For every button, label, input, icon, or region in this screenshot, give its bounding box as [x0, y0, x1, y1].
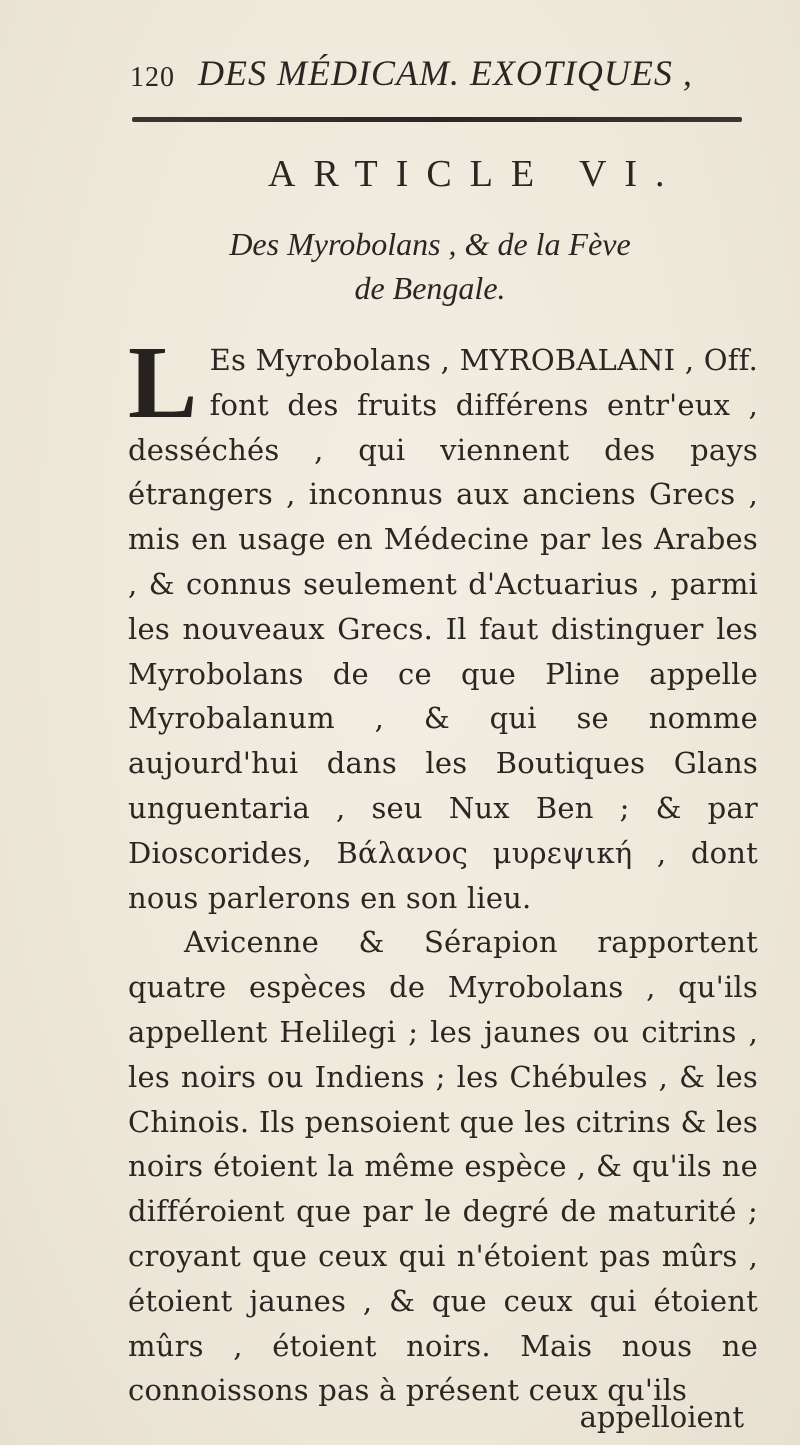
- running-head: [130, 48, 750, 98]
- paragraph-1: Es Myrobolans , MYROBALANI , Off. font des fruits différens entr'eux , desséchés , qui viennent des pays étrangers , inconnus aux anciens Grecs , mis en usage en Médecine par les Arabes , & connus seulement d'Actuarius , parmi les nouveaux Grecs. Il faut distinguer les Myrobolans de ce que Pline appelle Myrobalanum , & qui se nomme aujourd'hui dans les Boutiques Glans unguentaria , seu Nux Ben ; & par Dioscorides, Βάλανος μυρεψική , dont nous parlerons en son lieu.: [128, 343, 758, 915]
- chapter-title-line-1: Des Myrobolans , & de la Fève: [229, 226, 631, 262]
- running-title: DES MÉDICAM. EXOTIQUES ,: [198, 53, 693, 93]
- drop-cap: L: [128, 325, 198, 440]
- catchword: appelloient: [579, 1400, 744, 1434]
- header-rule: [132, 117, 742, 122]
- body-text: [128, 325, 758, 1413]
- chapter-title-line-2: de Bengale.: [354, 270, 506, 306]
- chapter-title: [150, 222, 710, 310]
- article-heading: ARTICLE VI.: [268, 153, 683, 195]
- paragraph-2: Avicenne & Sérapion rapportent quatre espèces de Myrobolans , qu'ils appellent Helilegi ; les jaunes ou citrins , les noirs ou Indiens ; les Chébules , & les Chinois. Ils pensoient que les citrins & les noirs étoient la même espèce , & qu'ils ne différoient que par le degré de maturité ; croyant que ceux qui n'étoient pas mûrs , étoient jaunes , & que ceux qui étoient mûrs , étoient noirs. Mais nous ne connoissons pas à présent ceux qu'ils: [128, 925, 758, 1408]
- page-number: 120: [130, 62, 175, 93]
